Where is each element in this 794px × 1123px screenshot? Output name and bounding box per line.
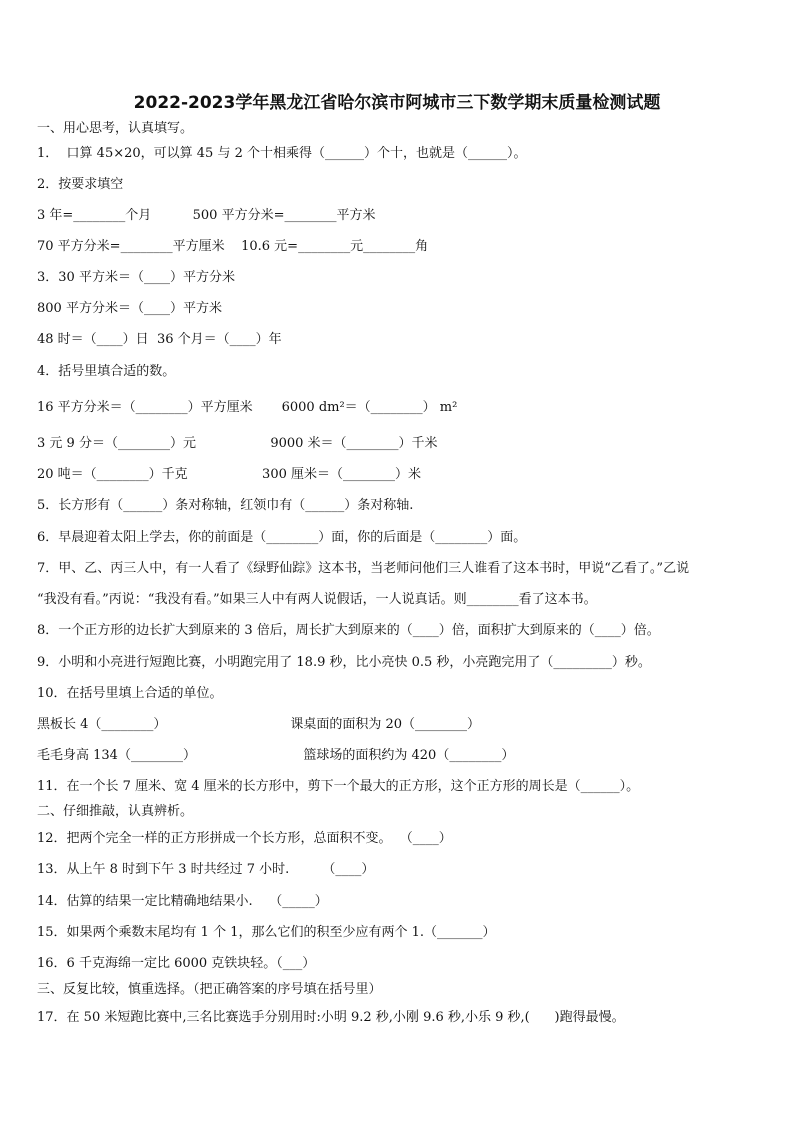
question-15: 15．如果两个乘数末尾均有 1 个 1，那么它们的积至少应有两个 1.（_______） — [37, 925, 496, 940]
question-9: 9．小明和小亮进行短跑比赛，小明跑完用了 18.9 秒，比小亮快 0.5 秒，小亮跑完用了（_________）秒。 — [37, 655, 651, 670]
question-3: 3．30 平方米＝（____）平方分米 — [37, 270, 235, 285]
section-2-heading: 二、仔细推敲，认真辨析。 — [37, 804, 194, 819]
question-10-row-2: 毛毛身高 134（________） 篮球场的面积约为 420（________） — [37, 748, 515, 763]
section-1-heading: 一、用心思考，认真填写。 — [37, 121, 194, 136]
question-6: 6．早晨迎着太阳上学去，你的前面是（________）面，你的后面是（________）面。 — [37, 530, 527, 545]
question-7-continued: “我没有看。”丙说：“我没有看。”如果三人中有两人说假话，一人说真话。则________看了这本书。 — [37, 592, 597, 607]
question-4-row-2: 3 元 9 分＝（________）元 9000 米＝（________）千米 — [37, 436, 438, 451]
question-14: 14．估算的结果一定比精确地结果小. （_____） — [37, 894, 328, 909]
question-16: 16．6 千克海绵一定比 6000 克铁块轻。（___） — [37, 956, 316, 971]
question-7: 7．甲、乙、丙三人中，有一人看了《绿野仙踪》这本书，当老师问他们三人谁看了这本书时，甲说“乙看了。”乙说 — [37, 561, 690, 576]
question-2: 2．按要求填空 — [37, 177, 124, 192]
question-17: 17．在 50 米短跑比赛中,三名比赛选手分别用时:小明 9.2 秒,小刚 9.6 秒,小乐 9 秒,( )跑得最慢。 — [37, 1010, 625, 1025]
page-title: 2022-2023学年黑龙江省哈尔滨市阿城市三下数学期末质量检测试题 — [133, 93, 661, 113]
section-3-heading: 三、反复比较，慎重选择。（把正确答案的序号填在括号里） — [37, 982, 382, 997]
question-5: 5．长方形有（______）条对称轴，红领巾有（______）条对称轴. — [37, 498, 414, 513]
question-1: 1． 口算 45×20，可以算 45 与 2 个十相乘得（______）个十，也就是（______）。 — [37, 146, 527, 161]
question-4-row-3: 20 吨＝（________）千克 300 厘米＝（________）米 — [37, 467, 422, 482]
question-10: 10．在括号里填上合适的单位。 — [37, 686, 223, 701]
question-11: 11．在一个长 7 厘米、宽 4 厘米的长方形中，剪下一个最大的正方形，这个正方形的周长是（______）。 — [37, 779, 640, 794]
question-3-row-2: 800 平方分米＝（____）平方米 — [37, 301, 222, 316]
question-2-row-1: 3 年=________个月 500 平方分米=________平方米 — [37, 208, 376, 223]
question-3-row-3: 48 时＝（____）日 36 个月＝（____）年 — [37, 332, 282, 347]
question-8: 8．一个正方形的边长扩大到原来的 3 倍后，周长扩大到原来的（____）倍，面积扩大到原来的（____）倍。 — [37, 623, 660, 638]
question-12: 12．把两个完全一样的正方形拼成一个长方形，总面积不变。 （____） — [37, 831, 452, 846]
question-2-row-2: 70 平方分米=________平方厘米 10.6 元=________元________角 — [37, 239, 429, 254]
question-10-row-1: 黑板长 4（________） 课桌面的面积为 20（________） — [37, 717, 481, 732]
question-13: 13．从上午 8 时到下午 3 时共经过 7 小时. （____） — [37, 862, 375, 877]
question-4: 4．括号里填合适的数。 — [37, 364, 176, 379]
question-4-row-1: 16 平方分米＝（________）平方厘米 6000 dm²＝（________） m² — [37, 400, 458, 415]
